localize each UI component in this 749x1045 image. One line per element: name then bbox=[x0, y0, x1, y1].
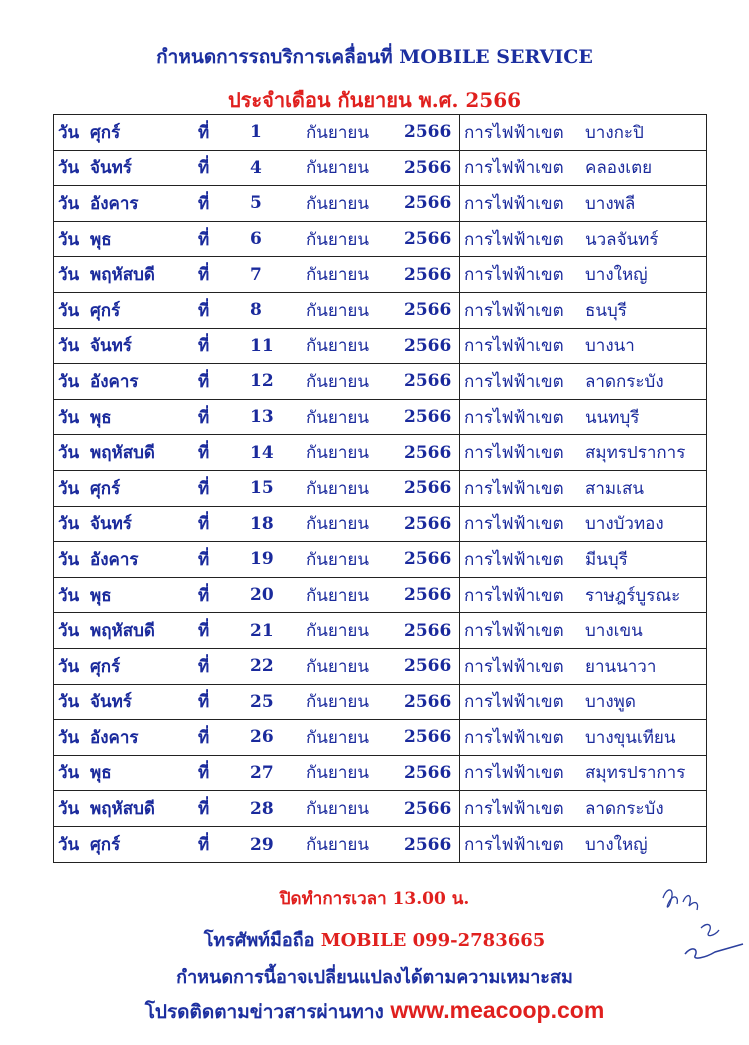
thi-cell: ที่ bbox=[198, 621, 210, 642]
day-cell: วัน bbox=[58, 300, 80, 321]
table-row bbox=[54, 578, 706, 614]
table-row bbox=[54, 720, 706, 756]
branch-cell: บางใหญ่ bbox=[585, 835, 648, 856]
authority-cell: การไฟฟ้าเขต bbox=[459, 649, 579, 684]
thi-cell: ที่ bbox=[198, 407, 210, 428]
month-cell: กันยายน bbox=[306, 585, 370, 606]
authority-cell: การไฟฟ้าเขต bbox=[459, 293, 579, 328]
branch-cell: คลองเตย bbox=[585, 158, 653, 179]
date-cell: 27 bbox=[250, 762, 274, 783]
authority-cell: การไฟฟ้าเขต bbox=[459, 329, 579, 364]
month-cell: กันยายน bbox=[306, 336, 370, 357]
change-notice: กำหนดการนี้อาจเปลี่ยนแปลงได้ตามความเหมาะสม bbox=[176, 967, 573, 988]
branch-cell: บางพลี bbox=[585, 193, 636, 214]
date-cell: 28 bbox=[250, 798, 274, 819]
day-cell: วัน bbox=[58, 336, 80, 357]
year-cell: 2566 bbox=[404, 834, 452, 855]
day-cell: วัน bbox=[58, 549, 80, 570]
date-cell: 1 bbox=[250, 122, 262, 143]
day-name-cell: ศุกร์ bbox=[90, 656, 121, 677]
thi-cell: ที่ bbox=[198, 265, 210, 286]
thi-cell: ที่ bbox=[198, 158, 210, 179]
branch-cell: บางขุนเทียน bbox=[585, 727, 676, 748]
day-name-cell: ศุกร์ bbox=[90, 478, 121, 499]
date-cell: 22 bbox=[250, 656, 274, 677]
table-row bbox=[54, 222, 706, 258]
thi-cell: ที่ bbox=[198, 122, 210, 143]
date-cell: 13 bbox=[250, 407, 274, 428]
day-name-cell: พฤหัสบดี bbox=[90, 265, 155, 286]
day-cell: วัน bbox=[58, 656, 80, 677]
day-cell: วัน bbox=[58, 514, 80, 535]
day-name-cell: จันทร์ bbox=[90, 336, 132, 357]
handwritten-signature bbox=[655, 880, 749, 970]
month-cell: กันยายน bbox=[306, 621, 370, 642]
month-cell: กันยายน bbox=[306, 799, 370, 820]
day-cell: วัน bbox=[58, 585, 80, 606]
table-row bbox=[54, 827, 706, 863]
authority-cell: การไฟฟ้าเขต bbox=[459, 257, 579, 292]
day-cell: วัน bbox=[58, 443, 80, 464]
date-cell: 25 bbox=[250, 691, 274, 712]
day-cell: วัน bbox=[58, 478, 80, 499]
month-cell: กันยายน bbox=[306, 300, 370, 321]
month-cell: กันยายน bbox=[306, 122, 370, 143]
table-row bbox=[54, 435, 706, 471]
table-row bbox=[54, 400, 706, 436]
table-row bbox=[54, 186, 706, 222]
day-cell: วัน bbox=[58, 799, 80, 820]
day-cell: วัน bbox=[58, 265, 80, 286]
thi-cell: ที่ bbox=[198, 371, 210, 392]
page-title: กำหนดการรถบริการเคลื่อนที่ MOBILE SERVICE bbox=[156, 46, 593, 68]
day-name-cell: ศุกร์ bbox=[90, 835, 121, 856]
follow-prefix: โปรดติดตามข่าวสารผ่านทาง bbox=[144, 1001, 391, 1023]
date-cell: 12 bbox=[250, 371, 274, 392]
branch-cell: นนทบุรี bbox=[585, 407, 640, 428]
table-row bbox=[54, 293, 706, 329]
authority-cell: การไฟฟ้าเขต bbox=[459, 115, 579, 150]
day-name-cell: พฤหัสบดี bbox=[90, 443, 155, 464]
month-cell: กันยายน bbox=[306, 158, 370, 179]
date-cell: 11 bbox=[250, 335, 274, 356]
year-cell: 2566 bbox=[404, 798, 452, 819]
thi-cell: ที่ bbox=[198, 692, 210, 713]
day-cell: วัน bbox=[58, 621, 80, 642]
thi-cell: ที่ bbox=[198, 835, 210, 856]
table-row bbox=[54, 507, 706, 543]
day-name-cell: จันทร์ bbox=[90, 692, 132, 713]
page-subtitle: ประจำเดือน กันยายน พ.ศ. 2566 bbox=[227, 88, 522, 112]
year-cell: 2566 bbox=[404, 762, 452, 783]
month-cell: กันยายน bbox=[306, 656, 370, 677]
year-cell: 2566 bbox=[404, 585, 452, 606]
year-cell: 2566 bbox=[404, 513, 452, 534]
thi-cell: ที่ bbox=[198, 443, 210, 464]
year-cell: 2566 bbox=[404, 264, 452, 285]
authority-cell: การไฟฟ้าเขต bbox=[459, 791, 579, 826]
month-cell: กันยายน bbox=[306, 407, 370, 428]
date-cell: 4 bbox=[250, 157, 262, 178]
date-cell: 15 bbox=[250, 478, 274, 499]
table-row bbox=[54, 756, 706, 792]
thi-cell: ที่ bbox=[198, 656, 210, 677]
year-cell: 2566 bbox=[404, 656, 452, 677]
table-row bbox=[54, 542, 706, 578]
date-cell: 8 bbox=[250, 300, 262, 321]
date-cell: 19 bbox=[250, 549, 274, 570]
branch-cell: บางกะปิ bbox=[585, 122, 644, 143]
phone-prefix: โทรศัพท์มือถือ bbox=[203, 930, 321, 951]
date-cell: 21 bbox=[250, 620, 274, 641]
day-cell: วัน bbox=[58, 407, 80, 428]
authority-cell: การไฟฟ้าเขต bbox=[459, 186, 579, 221]
branch-cell: สามเสน bbox=[585, 478, 644, 499]
month-cell: กันยายน bbox=[306, 763, 370, 784]
day-cell: วัน bbox=[58, 835, 80, 856]
day-name-cell: ศุกร์ bbox=[90, 300, 121, 321]
table-row bbox=[54, 257, 706, 293]
branch-cell: ลาดกระบัง bbox=[585, 799, 664, 820]
date-cell: 26 bbox=[250, 727, 274, 748]
branch-cell: ธนบุรี bbox=[585, 300, 627, 321]
date-cell: 7 bbox=[250, 264, 262, 285]
closing-time: ปิดทำการเวลา 13.00 น. bbox=[279, 889, 470, 909]
year-cell: 2566 bbox=[404, 442, 452, 463]
day-name-cell: พุธ bbox=[90, 585, 112, 606]
thi-cell: ที่ bbox=[198, 193, 210, 214]
day-cell: วัน bbox=[58, 229, 80, 250]
thi-cell: ที่ bbox=[198, 229, 210, 250]
table-row bbox=[54, 791, 706, 827]
branch-cell: ลาดกระบัง bbox=[585, 371, 664, 392]
phone-number: MOBILE 099-2783665 bbox=[320, 930, 546, 951]
month-cell: กันยายน bbox=[306, 229, 370, 250]
authority-cell: การไฟฟ้าเขต bbox=[459, 827, 579, 863]
thi-cell: ที่ bbox=[198, 799, 210, 820]
day-cell: วัน bbox=[58, 763, 80, 784]
website-link[interactable]: www.meacoop.com bbox=[390, 997, 605, 1023]
branch-cell: บางพูด bbox=[585, 692, 636, 713]
table-row bbox=[54, 364, 706, 400]
authority-cell: การไฟฟ้าเขต bbox=[459, 542, 579, 577]
branch-cell: บางนา bbox=[585, 336, 635, 357]
thi-cell: ที่ bbox=[198, 549, 210, 570]
thi-cell: ที่ bbox=[198, 585, 210, 606]
branch-cell: บางใหญ่ bbox=[585, 265, 648, 286]
branch-cell: ยานนาวา bbox=[585, 656, 657, 677]
date-cell: 29 bbox=[250, 834, 274, 855]
authority-cell: การไฟฟ้าเขต bbox=[459, 685, 579, 720]
table-row bbox=[54, 115, 706, 151]
month-cell: กันยายน bbox=[306, 443, 370, 464]
month-cell: กันยายน bbox=[306, 692, 370, 713]
day-name-cell: พฤหัสบดี bbox=[90, 621, 155, 642]
year-cell: 2566 bbox=[404, 229, 452, 250]
authority-cell: การไฟฟ้าเขต bbox=[459, 507, 579, 542]
schedule-table bbox=[53, 114, 707, 863]
table-row bbox=[54, 471, 706, 507]
date-cell: 18 bbox=[250, 513, 274, 534]
date-cell: 5 bbox=[250, 193, 262, 214]
table-row bbox=[54, 151, 706, 187]
day-name-cell: อังคาร bbox=[90, 193, 139, 214]
thi-cell: ที่ bbox=[198, 514, 210, 535]
phone-line bbox=[0, 925, 749, 954]
year-cell: 2566 bbox=[404, 193, 452, 214]
month-cell: กันยายน bbox=[306, 549, 370, 570]
date-cell: 20 bbox=[250, 585, 274, 606]
authority-cell: การไฟฟ้าเขต bbox=[459, 151, 579, 186]
thi-cell: ที่ bbox=[198, 478, 210, 499]
month-cell: กันยายน bbox=[306, 265, 370, 286]
thi-cell: ที่ bbox=[198, 300, 210, 321]
table-row bbox=[54, 685, 706, 721]
year-cell: 2566 bbox=[404, 407, 452, 428]
day-name-cell: อังคาร bbox=[90, 727, 139, 748]
day-name-cell: พฤหัสบดี bbox=[90, 799, 155, 820]
year-cell: 2566 bbox=[404, 122, 452, 143]
branch-cell: สมุทรปราการ bbox=[585, 763, 686, 784]
day-name-cell: จันทร์ bbox=[90, 514, 132, 535]
day-name-cell: พุธ bbox=[90, 763, 112, 784]
authority-cell: การไฟฟ้าเขต bbox=[459, 471, 579, 506]
month-cell: กันยายน bbox=[306, 514, 370, 535]
authority-cell: การไฟฟ้าเขต bbox=[459, 400, 579, 435]
month-cell: กันยายน bbox=[306, 193, 370, 214]
year-cell: 2566 bbox=[404, 549, 452, 570]
date-cell: 14 bbox=[250, 442, 274, 463]
year-cell: 2566 bbox=[404, 478, 452, 499]
table-row bbox=[54, 329, 706, 365]
day-name-cell: จันทร์ bbox=[90, 158, 132, 179]
day-name-cell: ศุกร์ bbox=[90, 122, 121, 143]
day-name-cell: อังคาร bbox=[90, 371, 139, 392]
branch-cell: บางบัวทอง bbox=[585, 514, 664, 535]
day-name-cell: พุธ bbox=[90, 407, 112, 428]
authority-cell: การไฟฟ้าเขต bbox=[459, 613, 579, 648]
year-cell: 2566 bbox=[404, 335, 452, 356]
day-cell: วัน bbox=[58, 371, 80, 392]
branch-cell: นวลจันทร์ bbox=[585, 229, 659, 250]
authority-cell: การไฟฟ้าเขต bbox=[459, 756, 579, 791]
authority-cell: การไฟฟ้าเขต bbox=[459, 720, 579, 755]
year-cell: 2566 bbox=[404, 691, 452, 712]
date-cell: 6 bbox=[250, 229, 262, 250]
year-cell: 2566 bbox=[404, 300, 452, 321]
month-cell: กันยายน bbox=[306, 371, 370, 392]
thi-cell: ที่ bbox=[198, 336, 210, 357]
table-row bbox=[54, 613, 706, 649]
authority-cell: การไฟฟ้าเขต bbox=[459, 578, 579, 613]
branch-cell: มีนบุรี bbox=[585, 549, 628, 570]
month-cell: กันยายน bbox=[306, 478, 370, 499]
year-cell: 2566 bbox=[404, 727, 452, 748]
branch-cell: สมุทรปราการ bbox=[585, 443, 686, 464]
follow-line bbox=[0, 997, 749, 1027]
day-name-cell: พุธ bbox=[90, 229, 112, 250]
day-cell: วัน bbox=[58, 122, 80, 143]
day-cell: วัน bbox=[58, 158, 80, 179]
day-cell: วัน bbox=[58, 727, 80, 748]
day-cell: วัน bbox=[58, 692, 80, 713]
month-cell: กันยายน bbox=[306, 835, 370, 856]
branch-cell: บางเขน bbox=[585, 621, 643, 642]
branch-cell: ราษฎร์บูรณะ bbox=[585, 585, 681, 606]
year-cell: 2566 bbox=[404, 620, 452, 641]
day-name-cell: อังคาร bbox=[90, 549, 139, 570]
authority-cell: การไฟฟ้าเขต bbox=[459, 222, 579, 257]
table-row bbox=[54, 649, 706, 685]
thi-cell: ที่ bbox=[198, 727, 210, 748]
authority-cell: การไฟฟ้าเขต bbox=[459, 364, 579, 399]
year-cell: 2566 bbox=[404, 157, 452, 178]
month-cell: กันยายน bbox=[306, 727, 370, 748]
year-cell: 2566 bbox=[404, 371, 452, 392]
authority-cell: การไฟฟ้าเขต bbox=[459, 435, 579, 470]
day-cell: วัน bbox=[58, 193, 80, 214]
thi-cell: ที่ bbox=[198, 763, 210, 784]
